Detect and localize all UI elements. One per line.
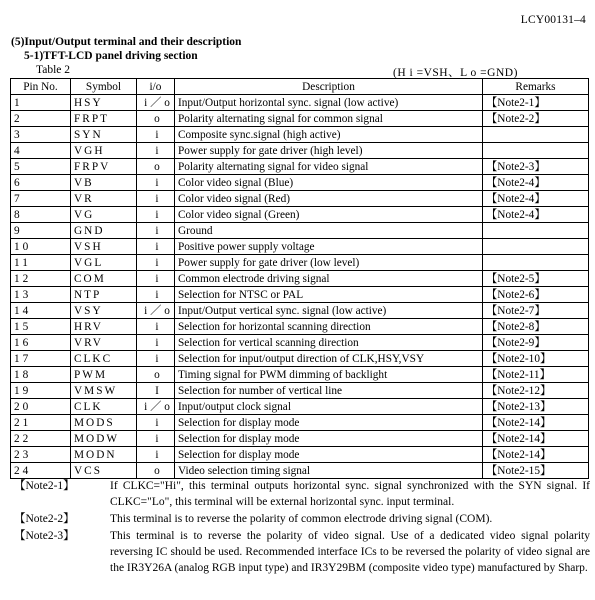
pin-description: Selection for display mode xyxy=(175,415,483,431)
pin-io: o xyxy=(137,159,175,175)
pin-symbol: MODN xyxy=(71,447,137,463)
pin-io: i xyxy=(137,351,175,367)
pin-symbol: VRV xyxy=(71,335,137,351)
pin-symbol: HRV xyxy=(71,319,137,335)
table-row xyxy=(11,463,589,479)
header-symbol: Symbol xyxy=(71,79,137,95)
pin-remarks: 【Note2-11】 xyxy=(483,367,589,383)
pin-description: Selection for vertical scanning direction xyxy=(175,335,483,351)
note-text: If CLKC="Hi", this terminal outputs horizontal sync. signal synchronized with the SYN signal. If CLKC="Lo", this terminal will be external horizontal sync. input terminal. xyxy=(110,480,590,508)
pin-io: i xyxy=(137,319,175,335)
table-row xyxy=(11,399,589,415)
pin-io: o xyxy=(137,367,175,383)
pin-symbol: VR xyxy=(71,191,137,207)
header-description: Description xyxy=(175,79,483,95)
pin-io: i xyxy=(137,127,175,143)
pin-number: 2 xyxy=(11,111,71,127)
note-text: This terminal is to reverse the polarity of common electrode driving signal (COM). xyxy=(110,513,493,525)
pin-description: Selection for display mode xyxy=(175,447,483,463)
pin-remarks: 【Note2-13】 xyxy=(483,399,589,415)
table-row xyxy=(11,351,589,367)
pin-io: i ／ o xyxy=(137,95,175,111)
pin-remarks xyxy=(483,223,589,239)
pin-number: 10 xyxy=(11,239,71,255)
pin-remarks: 【Note2-8】 xyxy=(483,319,589,335)
pin-number: 5 xyxy=(11,159,71,175)
pin-description: Positive power supply voltage xyxy=(175,239,483,255)
pin-remarks: 【Note2-1】 xyxy=(483,95,589,111)
note-tag: 【Note2-2】 xyxy=(14,513,75,525)
pin-remarks: 【Note2-2】 xyxy=(483,111,589,127)
pin-io: I xyxy=(137,383,175,399)
pin-symbol: HSY xyxy=(71,95,137,111)
pin-number: 8 xyxy=(11,207,71,223)
note-item xyxy=(10,511,592,527)
pin-number: 11 xyxy=(11,255,71,271)
pin-symbol: VCS xyxy=(71,463,137,479)
pin-symbol: NTP xyxy=(71,287,137,303)
pin-description: Timing signal for PWM dimming of backlight xyxy=(175,367,483,383)
table-row xyxy=(11,271,589,287)
pin-symbol: MODW xyxy=(71,431,137,447)
header-remarks: Remarks xyxy=(483,79,589,95)
pin-remarks: 【Note2-14】 xyxy=(483,431,589,447)
pin-number: 22 xyxy=(11,431,71,447)
pin-remarks: 【Note2-4】 xyxy=(483,207,589,223)
table-row xyxy=(11,223,589,239)
pin-remarks: 【Note2-14】 xyxy=(483,415,589,431)
pin-remarks: 【Note2-3】 xyxy=(483,159,589,175)
pin-remarks xyxy=(483,255,589,271)
pin-io: o xyxy=(137,111,175,127)
table-row xyxy=(11,127,589,143)
pin-io: i xyxy=(137,415,175,431)
pin-description: Polarity alternating signal for common signal xyxy=(175,111,483,127)
pin-remarks: 【Note2-4】 xyxy=(483,175,589,191)
pin-description: Selection for number of vertical line xyxy=(175,383,483,399)
pin-io: o xyxy=(137,463,175,479)
pin-remarks: 【Note2-5】 xyxy=(483,271,589,287)
pin-table xyxy=(10,78,589,479)
pin-description: Polarity alternating signal for video signal xyxy=(175,159,483,175)
pin-description: Selection for NTSC or PAL xyxy=(175,287,483,303)
pin-number: 17 xyxy=(11,351,71,367)
pin-description: Color video signal (Red) xyxy=(175,191,483,207)
table-header-row xyxy=(11,79,589,95)
pin-number: 19 xyxy=(11,383,71,399)
pin-number: 14 xyxy=(11,303,71,319)
note-text: This terminal is to reverse the polarity of video signal. Use of a dedicated video signal polarity reversing IC should be used. Recommended interface ICs to be reversed the polarity of video signal are the IR3Y26A (analog RGB input type) and IR3Y29BM (composite video type) manufactured by Sharp. xyxy=(110,530,590,574)
pin-number: 3 xyxy=(11,127,71,143)
pin-number: 12 xyxy=(11,271,71,287)
pin-remarks xyxy=(483,239,589,255)
pin-number: 20 xyxy=(11,399,71,415)
pin-description: Common electrode driving signal xyxy=(175,271,483,287)
table-row xyxy=(11,95,589,111)
pin-remarks: 【Note2-9】 xyxy=(483,335,589,351)
pin-number: 7 xyxy=(11,191,71,207)
pin-description: Input/Output vertical sync. signal (low active) xyxy=(175,303,483,319)
table-row xyxy=(11,383,589,399)
table-row xyxy=(11,447,589,463)
table-row xyxy=(11,319,589,335)
pin-io: i xyxy=(137,255,175,271)
pin-io: i xyxy=(137,175,175,191)
pin-remarks: 【Note2-12】 xyxy=(483,383,589,399)
note-tag: 【Note2-3】 xyxy=(14,530,75,542)
pin-description: Power supply for gate driver (low level) xyxy=(175,255,483,271)
pin-number: 16 xyxy=(11,335,71,351)
pin-symbol: VGH xyxy=(71,143,137,159)
table-row xyxy=(11,415,589,431)
table-row xyxy=(11,143,589,159)
table-row xyxy=(11,207,589,223)
pin-symbol: CLK xyxy=(71,399,137,415)
pin-description: Selection for horizontal scanning direction xyxy=(175,319,483,335)
subsection-title: 5-1)TFT-LCD panel driving section xyxy=(24,50,198,62)
header-io: i/o xyxy=(137,79,175,95)
pin-number: 18 xyxy=(11,367,71,383)
note-tag: 【Note2-1】 xyxy=(14,480,75,492)
section-title: (5)Input/Output terminal and their description xyxy=(11,36,242,48)
pin-description: Input/output clock signal xyxy=(175,399,483,415)
signal-level-note: (H i =VSH、L o =GND) xyxy=(393,67,518,79)
pin-number: 6 xyxy=(11,175,71,191)
pin-remarks: 【Note2-4】 xyxy=(483,191,589,207)
pin-description: Power supply for gate driver (high level) xyxy=(175,143,483,159)
note-item xyxy=(10,478,592,510)
pin-remarks: 【Note2-14】 xyxy=(483,447,589,463)
pin-io: i xyxy=(137,335,175,351)
table-row xyxy=(11,175,589,191)
table-row xyxy=(11,431,589,447)
pin-io: i xyxy=(137,447,175,463)
pin-symbol: VB xyxy=(71,175,137,191)
pin-remarks: 【Note2-6】 xyxy=(483,287,589,303)
pin-number: 13 xyxy=(11,287,71,303)
table-row xyxy=(11,191,589,207)
table-label: Table 2 xyxy=(36,64,71,76)
table-row xyxy=(11,239,589,255)
pin-io: i xyxy=(137,431,175,447)
pin-remarks: 【Note2-7】 xyxy=(483,303,589,319)
pin-number: 21 xyxy=(11,415,71,431)
pin-remarks: 【Note2-10】 xyxy=(483,351,589,367)
pin-description: Video selection timing signal xyxy=(175,463,483,479)
pin-symbol: PWM xyxy=(71,367,137,383)
table-row xyxy=(11,367,589,383)
notes-section xyxy=(10,478,592,577)
pin-io: i xyxy=(137,239,175,255)
pin-io: i xyxy=(137,271,175,287)
pin-symbol: COM xyxy=(71,271,137,287)
pin-number: 4 xyxy=(11,143,71,159)
table-row xyxy=(11,111,589,127)
pin-remarks xyxy=(483,127,589,143)
pin-number: 1 xyxy=(11,95,71,111)
pin-symbol: VG xyxy=(71,207,137,223)
header-pin-no: Pin No. xyxy=(11,79,71,95)
pin-remarks: 【Note2-15】 xyxy=(483,463,589,479)
pin-description: Selection for display mode xyxy=(175,431,483,447)
pin-io: i xyxy=(137,143,175,159)
pin-description: Selection for input/output direction of CLK,HSY,VSY xyxy=(175,351,483,367)
pin-symbol: SYN xyxy=(71,127,137,143)
pin-symbol: VMSW xyxy=(71,383,137,399)
pin-description: Composite sync.signal (high active) xyxy=(175,127,483,143)
pin-symbol: CLKC xyxy=(71,351,137,367)
pin-io: i xyxy=(137,287,175,303)
pin-description: Color video signal (Green) xyxy=(175,207,483,223)
pin-symbol: FRPT xyxy=(71,111,137,127)
pin-number: 9 xyxy=(11,223,71,239)
pin-io: i xyxy=(137,223,175,239)
table-row xyxy=(11,159,589,175)
pin-description: Input/Output horizontal sync. signal (low active) xyxy=(175,95,483,111)
pin-table-body xyxy=(11,95,589,479)
pin-number: 24 xyxy=(11,463,71,479)
pin-symbol: MODS xyxy=(71,415,137,431)
pin-io: i ／ o xyxy=(137,303,175,319)
pin-description: Color video signal (Blue) xyxy=(175,175,483,191)
pin-number: 15 xyxy=(11,319,71,335)
table-row xyxy=(11,287,589,303)
pin-symbol: VGL xyxy=(71,255,137,271)
table-row xyxy=(11,335,589,351)
table-row xyxy=(11,303,589,319)
pin-description: Ground xyxy=(175,223,483,239)
table-row xyxy=(11,255,589,271)
document-id: LCY00131–4 xyxy=(520,14,586,26)
pin-symbol: GND xyxy=(71,223,137,239)
pin-symbol: FRPV xyxy=(71,159,137,175)
pin-symbol: VSY xyxy=(71,303,137,319)
pin-io: i ／ o xyxy=(137,399,175,415)
pin-io: i xyxy=(137,207,175,223)
pin-number: 23 xyxy=(11,447,71,463)
pin-remarks xyxy=(483,143,589,159)
note-item xyxy=(10,528,592,576)
pin-io: i xyxy=(137,191,175,207)
pin-symbol: VSH xyxy=(71,239,137,255)
